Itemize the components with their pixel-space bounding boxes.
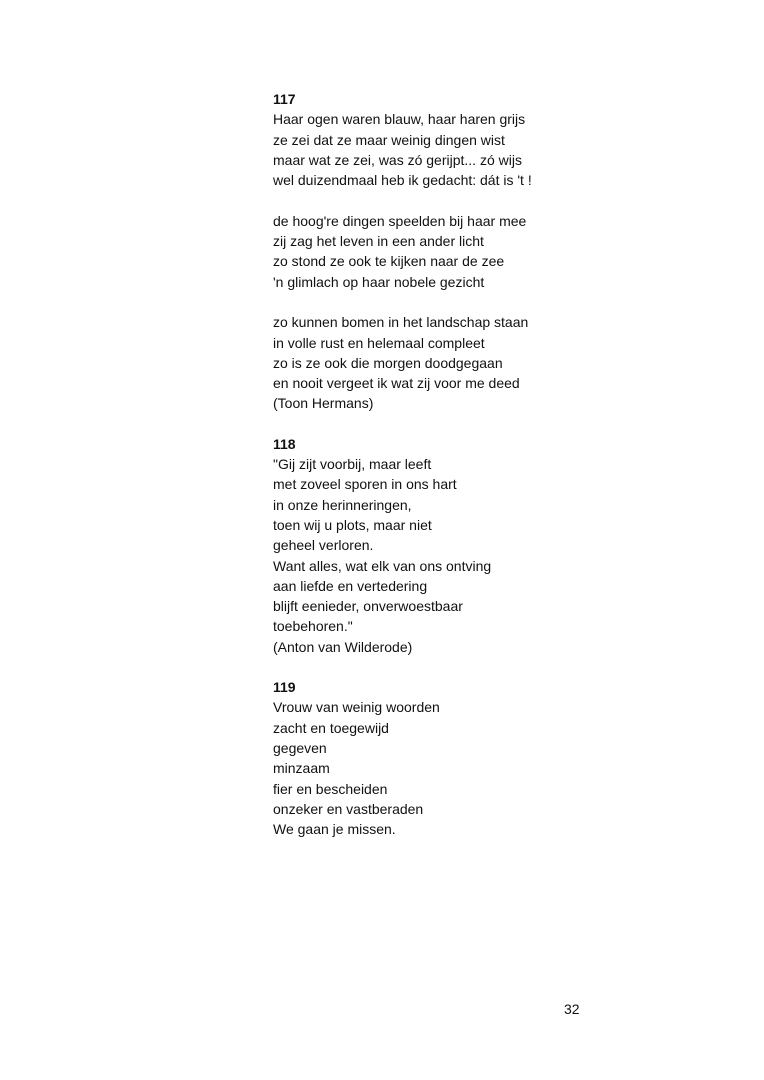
poem-line: zo stond ze ook te kijken naar de zee <box>273 253 505 270</box>
poem-line: Haar ogen waren blauw, haar haren grijs <box>273 111 526 128</box>
stanza <box>273 109 673 190</box>
poem-line: in volle rust en helemaal compleet <box>273 334 485 351</box>
poem-line: in onze herinneringen, <box>273 496 412 513</box>
poem-line: de hoog're dingen speelden bij haar mee <box>273 212 527 229</box>
stanza <box>273 211 673 292</box>
stanza <box>273 454 673 657</box>
poem-line: aan liefde en vertedering <box>273 577 428 594</box>
poem-line: minzaam <box>273 760 330 777</box>
poem-line: wel duizendmaal heb ik gedacht: dát is 't ! <box>273 172 532 189</box>
poem-117 <box>273 89 673 414</box>
poem-line: zacht en toegewijd <box>273 719 389 736</box>
poem-line: We gaan je missen. <box>273 821 396 838</box>
poem-118 <box>273 434 673 657</box>
poem-line: toen wij u plots, maar niet <box>273 516 432 533</box>
poem-line: Vrouw van weinig woorden <box>273 699 440 716</box>
poem-line: geheel verloren. <box>273 537 374 554</box>
poem-line: ze zei dat ze maar weinig dingen wist <box>273 131 505 148</box>
poem-collection <box>273 89 673 859</box>
page-number: 32 <box>564 1001 580 1017</box>
poem-line: 'n glimlach op haar nobele gezicht <box>273 273 485 290</box>
poem-number: 119 <box>273 679 296 696</box>
poem-line: toebehoren." <box>273 618 353 635</box>
poem-number: 117 <box>273 91 296 107</box>
stanza <box>273 697 673 839</box>
poem-line: zo kunnen bomen in het landschap staan <box>273 314 529 331</box>
poem-line: (Toon Hermans) <box>273 395 374 412</box>
poem-line: gegeven <box>273 739 327 756</box>
poem-line: en nooit vergeet ik wat zij voor me deed <box>273 375 520 392</box>
poem-line: zo is ze ook die morgen doodgegaan <box>273 354 503 371</box>
poem-line: fier en bescheiden <box>273 780 388 797</box>
poem-line: maar wat ze zei, was zó gerijpt... zó wijs <box>273 151 522 168</box>
poem-line: (Anton van Wilderode) <box>273 638 413 655</box>
poem-line: Want alles, wat elk van ons ontving <box>273 557 492 574</box>
poem-line: onzeker en vastberaden <box>273 800 424 817</box>
poem-line: blijft eenieder, onverwoestbaar <box>273 598 463 615</box>
poem-119 <box>273 677 673 839</box>
poem-line: zij zag het leven in een ander licht <box>273 233 484 250</box>
poem-number: 118 <box>273 435 296 452</box>
poem-line: met zoveel sporen in ons hart <box>273 476 457 493</box>
poem-line: "Gij zijt voorbij, maar leeft <box>273 456 432 473</box>
stanza <box>273 312 673 413</box>
